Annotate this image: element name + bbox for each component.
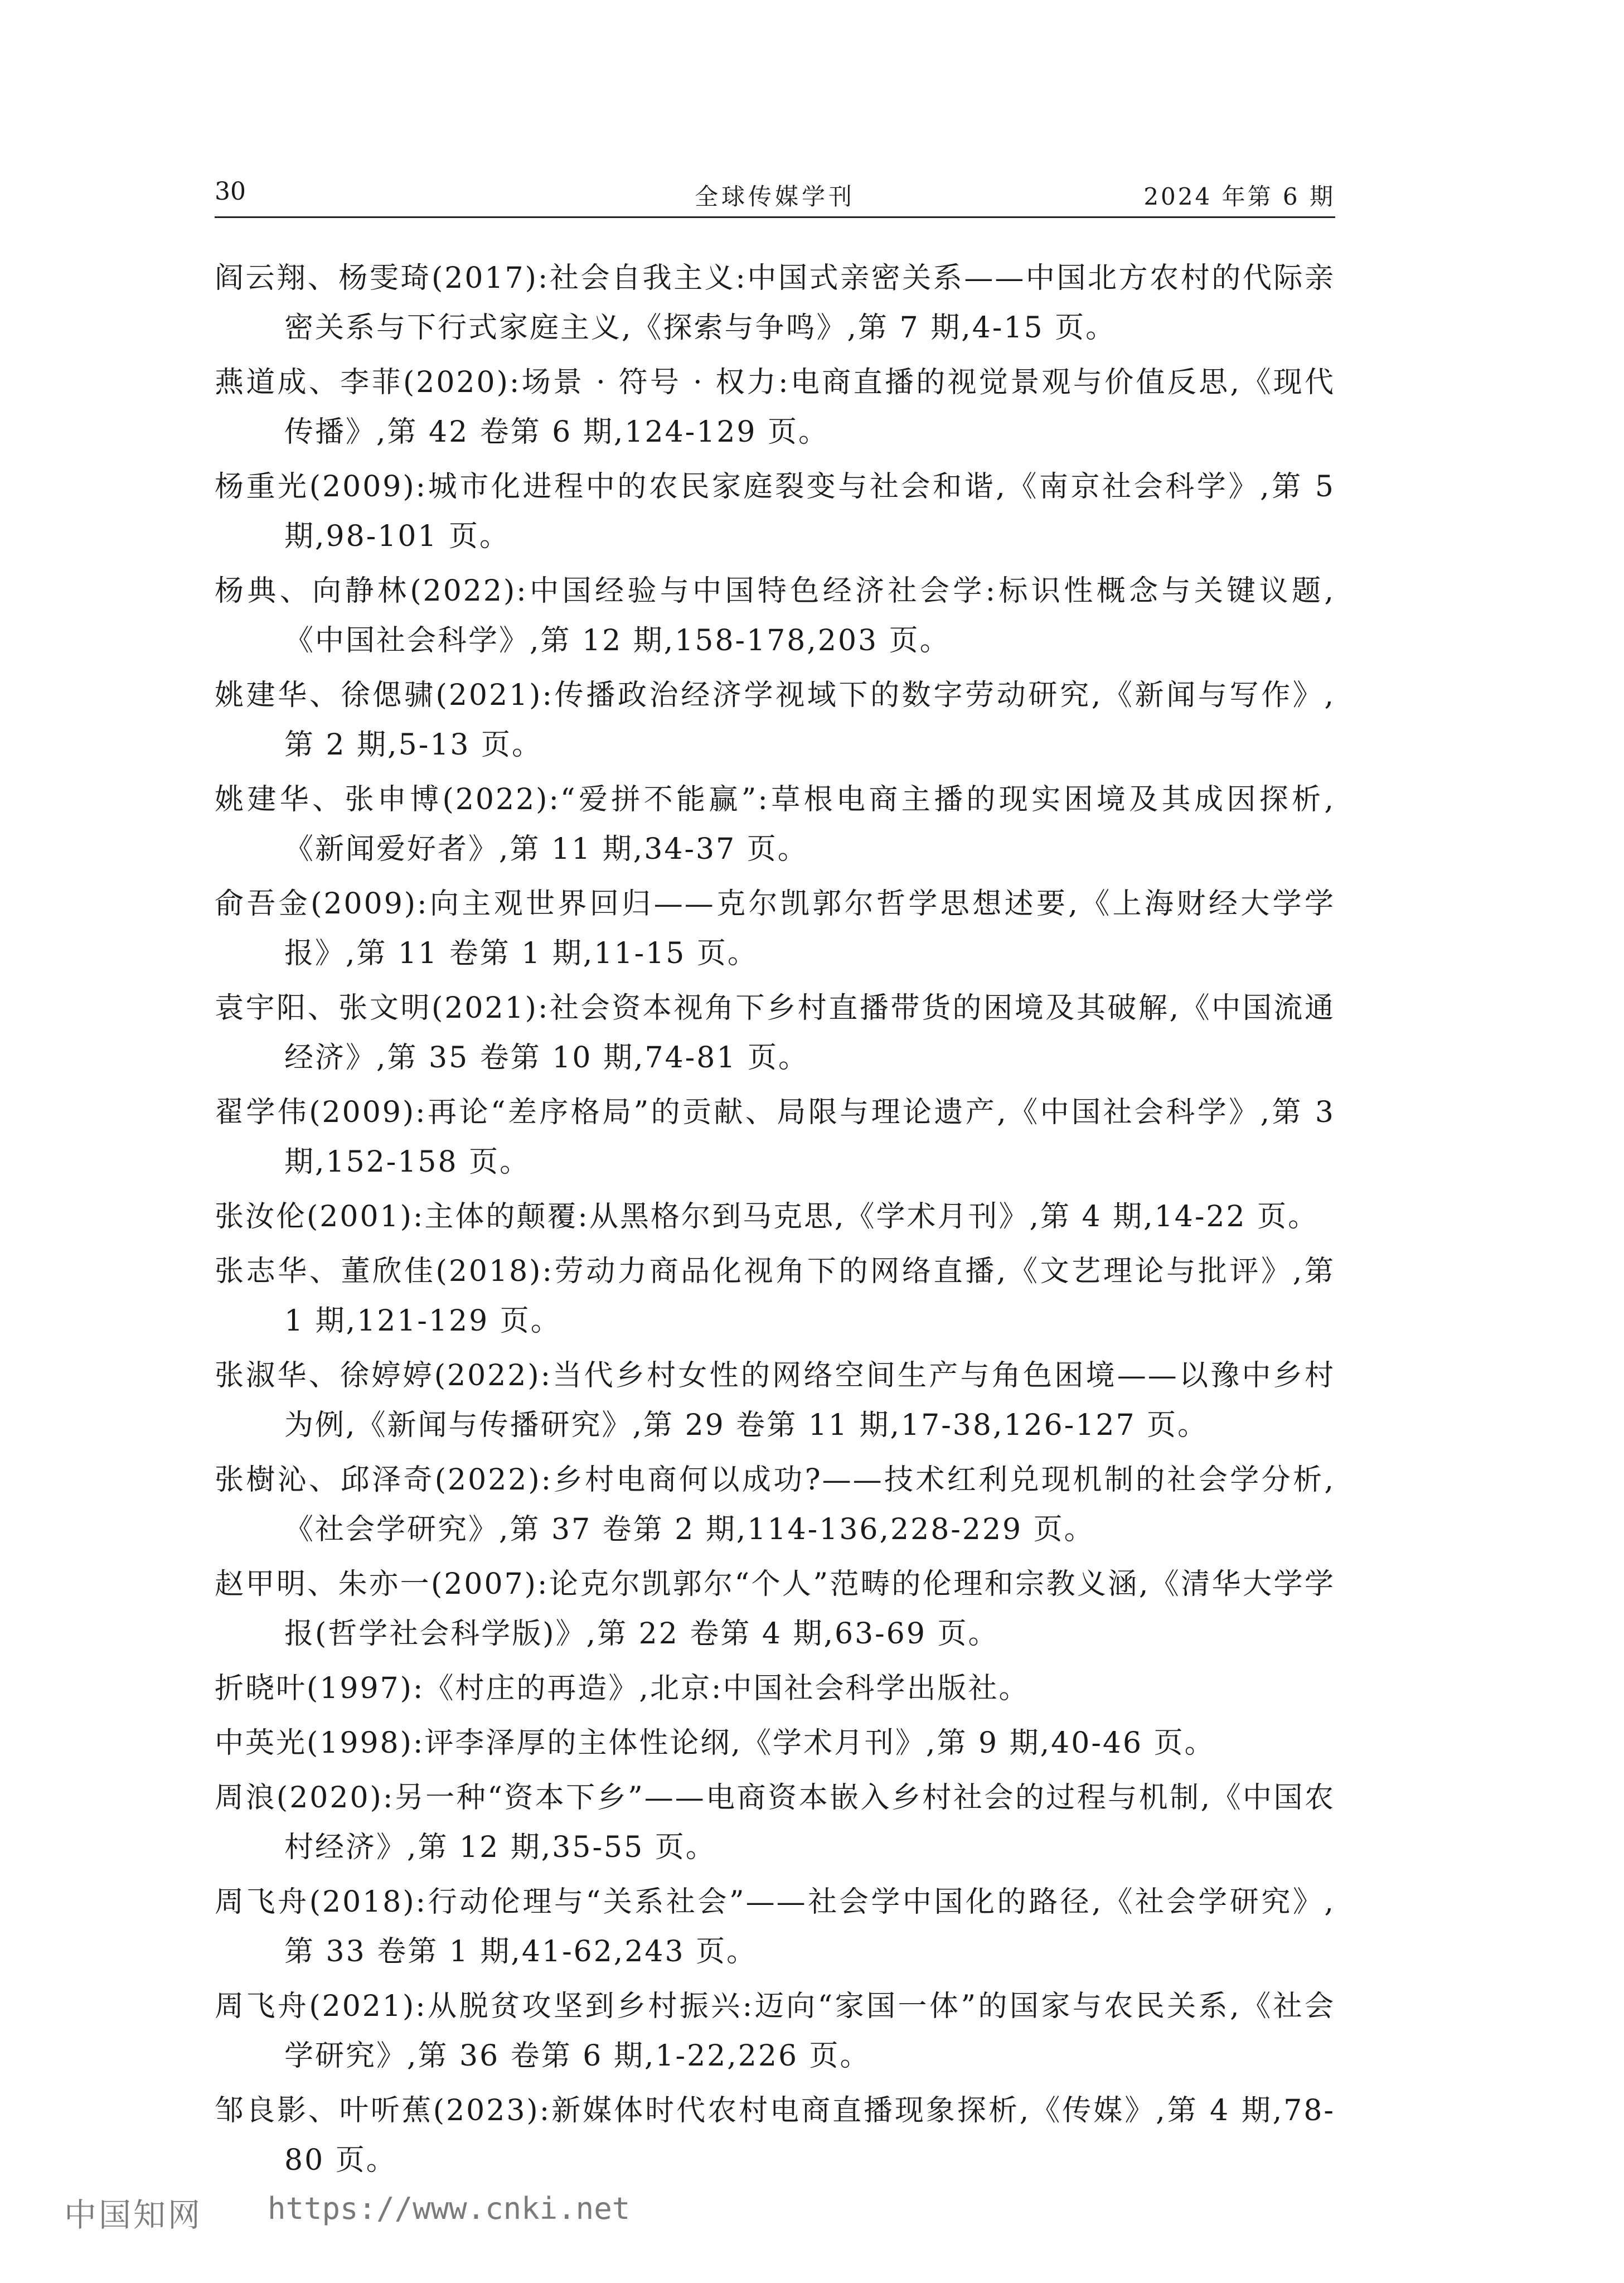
reference-entry: 杨典、向静林(2022):中国经验与中国特色经济社会学:标识性概念与关键议题,《中国社会科学》,第 12 期,158-178,203 页。 (215, 574, 1335, 657)
reference-entry: 中英光(1998):评李泽厚的主体性论纲,《学术月刊》,第 9 期,40-46 页。 (215, 1726, 1215, 1760)
reference-list (215, 254, 1335, 2190)
reference-entry: 张志华、董欣佳(2018):劳动力商品化视角下的网络直播,《文艺理论与批评》,第 1 期,121-129 页。 (215, 1255, 1335, 1338)
reference-entry: 杨重光(2009):城市化进程中的农民家庭裂变与社会和谐,《南京社会科学》,第 5 期,98-101 页。 (215, 470, 1335, 553)
reference-entry: 袁宇阳、张文明(2021):社会资本视角下乡村直播带货的困境及其破解,《中国流通经济》,第 35 卷第 10 期,74-81 页。 (215, 991, 1335, 1075)
watermark-url: https://www.cnki.net (268, 2191, 631, 2226)
reference-entry: 燕道成、李菲(2020):场景 · 符号 · 权力:电商直播的视觉景观与价值反思,《现代传播》,第 42 卷第 6 期,124-129 页。 (215, 366, 1335, 449)
reference-entry: 折晓叶(1997):《村庄的再造》,北京:中国社会科学出版社。 (215, 1672, 1030, 1705)
reference-entry: 周飞舟(2021):从脱贫攻坚到乡村振兴:迈向“家国一体”的国家与农民关系,《社会学研究》,第 36 卷第 6 期,1-22,226 页。 (215, 1990, 1335, 2073)
reference-entry: 周飞舟(2018):行动伦理与“关系社会”——社会学中国化的路径,《社会学研究》,第 33 卷第 1 期,41-62,243 页。 (215, 1885, 1335, 1968)
issue-label: 2024 年第 6 期 (1143, 183, 1335, 210)
reference-entry: 邹良影、叶听蕉(2023):新媒体时代农村电商直播现象探析,《传媒》,第 4 期,78-80 页。 (215, 2094, 1335, 2177)
watermark-name: 中国知网 (64, 2196, 203, 2234)
reference-entry: 张汝伦(2001):主体的颠覆:从黑格尔到马克思,《学术月刊》,第 4 期,14-22 页。 (215, 1200, 1319, 1234)
reference-entry: 俞吾金(2009):向主观世界回归——克尔凯郭尔哲学思想述要,《上海财经大学学报》,第 11 卷第 1 期,11-15 页。 (215, 887, 1335, 970)
page-number: 30 (215, 177, 246, 206)
reference-entry: 阎云翔、杨雯琦(2017):社会自我主义:中国式亲密关系——中国北方农村的代际亲密关系与下行式家庭主义,《探索与争鸣》,第 7 期,4-15 页。 (215, 262, 1335, 345)
reference-entry: 周浪(2020):另一种“资本下乡”——电商资本嵌入乡村社会的过程与机制,《中国农村经济》,第 12 期,35-55 页。 (215, 1781, 1335, 1864)
reference-entry: 赵甲明、朱亦一(2007):论克尔凯郭尔“个人”范畴的伦理和宗教义涵,《清华大学学报(哲学社会科学版)》,第 22 卷第 4 期,63-69 页。 (215, 1568, 1335, 1651)
journal-title: 全球传媒学刊 (694, 183, 855, 210)
reference-entry: 翟学伟(2009):再论“差序格局”的贡献、局限与理论遗产,《中国社会科学》,第 3 期,152-158 页。 (215, 1096, 1335, 1179)
reference-entry: 张淑华、徐婷婷(2022):当代乡村女性的网络空间生产与角色困境——以豫中乡村为例,《新闻与传播研究》,第 29 卷第 11 期,17-38,126-127 页。 (215, 1359, 1335, 1442)
reference-entry: 张樹沁、邱泽奇(2022):乡村电商何以成功?——技术红利兑现机制的社会学分析,《社会学研究》,第 37 卷第 2 期,114-136,228-229 页。 (215, 1463, 1335, 1546)
reference-entry: 姚建华、徐偲骕(2021):传播政治经济学视域下的数字劳动研究,《新闻与写作》,第 2 期,5-13 页。 (215, 679, 1335, 762)
running-header (215, 177, 1335, 218)
reference-entry: 姚建华、张申博(2022):“爱拼不能赢”:草根电商主播的现实困境及其成因探析,《新闻爱好者》,第 11 期,34-37 页。 (215, 783, 1335, 866)
